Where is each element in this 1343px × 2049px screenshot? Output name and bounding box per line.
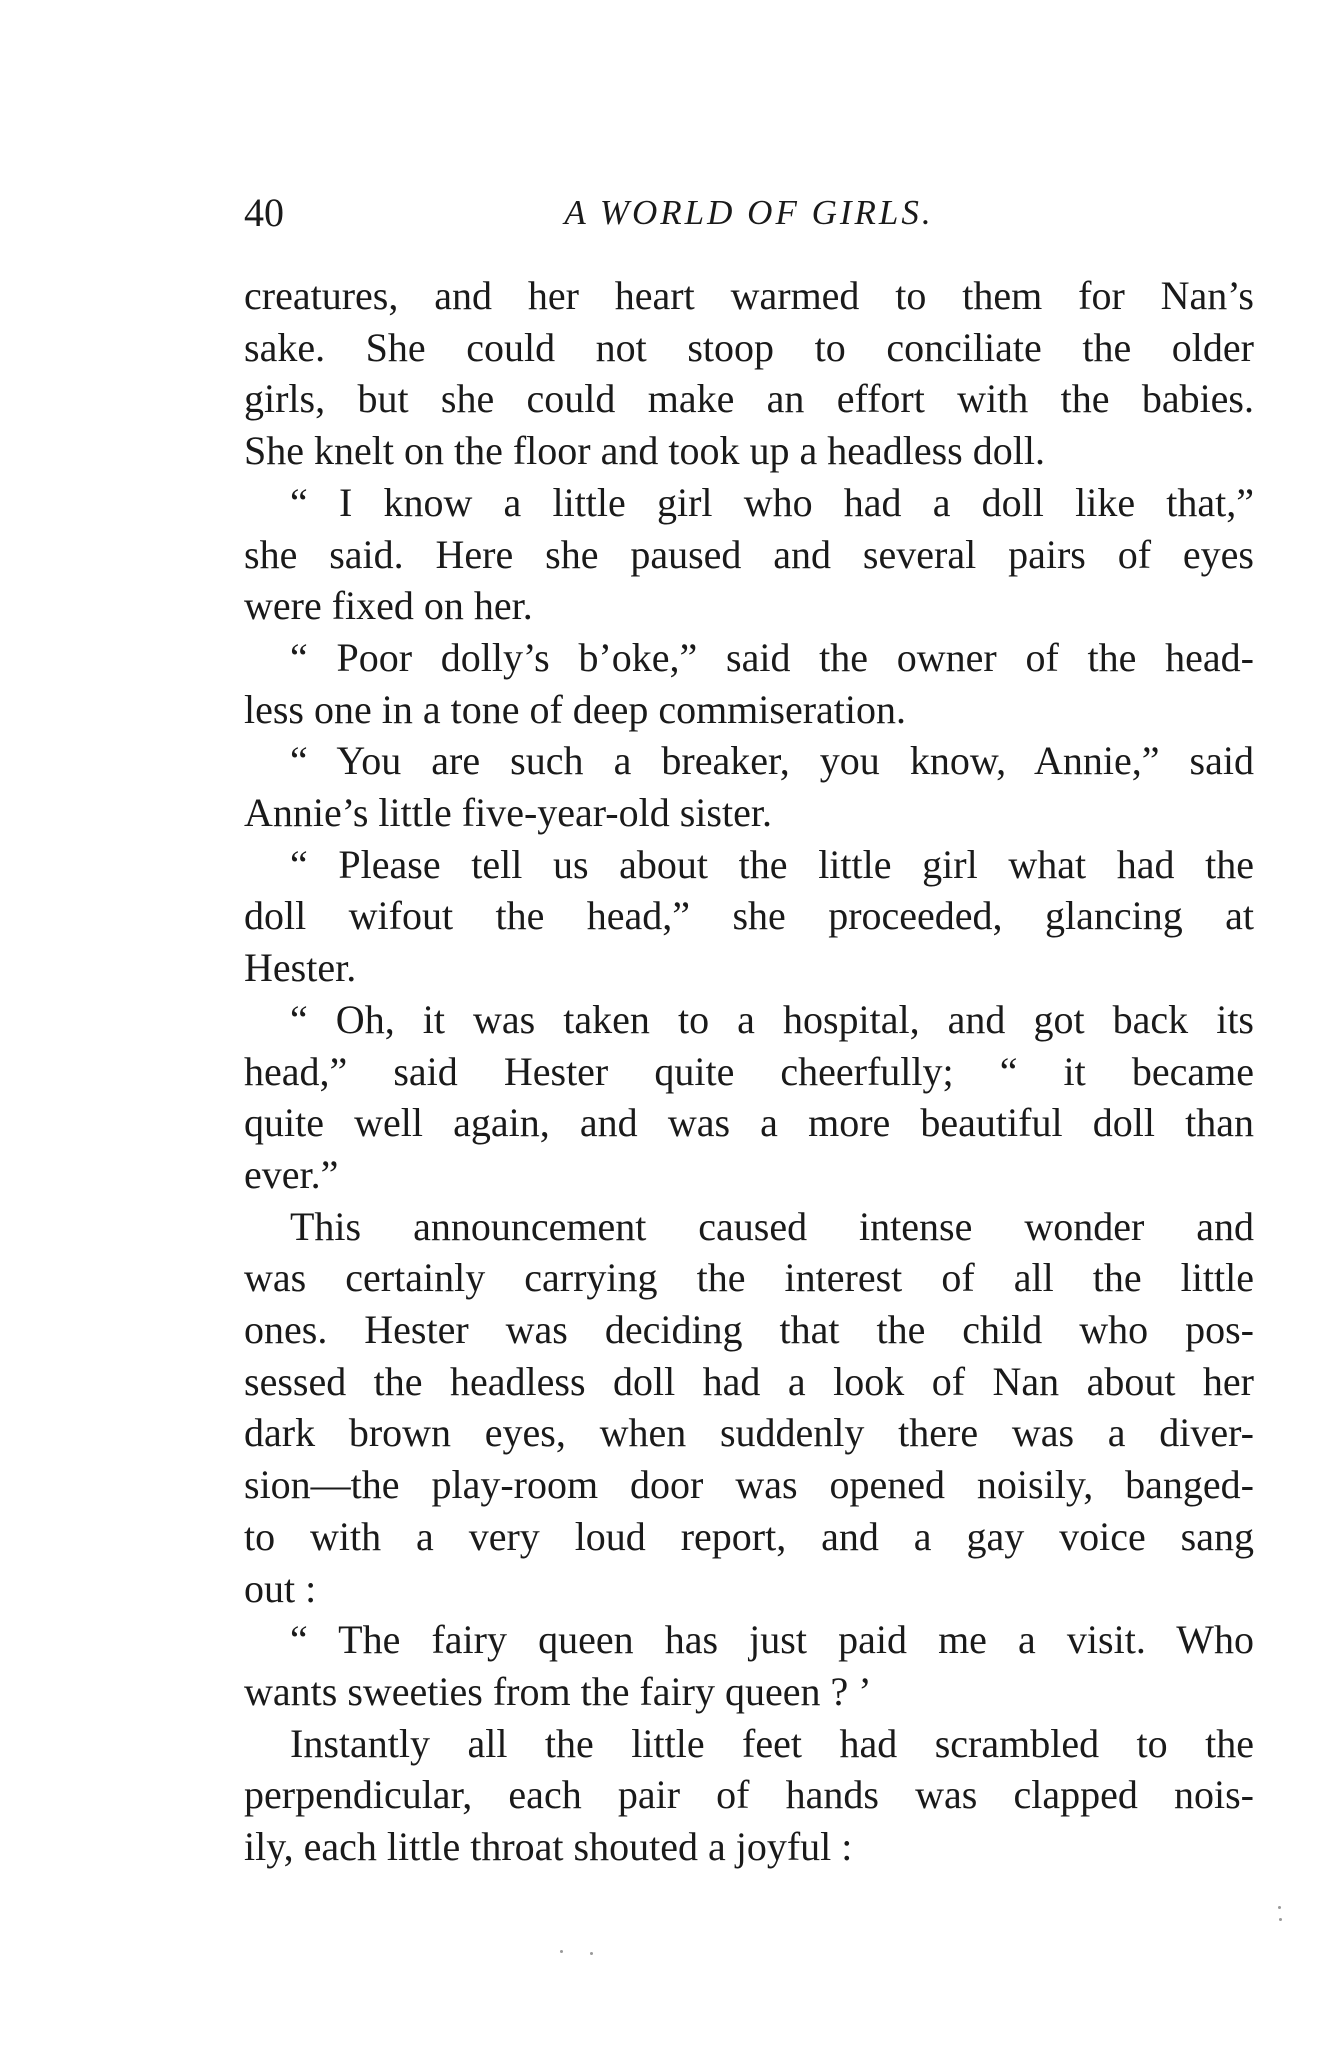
text-line: “ Oh, it was taken to a hospital, and got back its — [290, 996, 1254, 1042]
text-line: Instantly all the little feet had scrambled to the — [290, 1720, 1254, 1766]
text-line: dark brown eyes, when suddenly there was a diver- — [244, 1410, 1254, 1456]
page-header — [244, 188, 1254, 248]
text-line: “ Please tell us about the little girl what had the — [290, 841, 1254, 887]
running-title: A WORLD OF GIRLS. — [564, 193, 934, 232]
paragraph — [244, 735, 1254, 838]
text-line: were fixed on her. — [244, 583, 533, 629]
page-number: 40 — [244, 190, 284, 235]
text-line: ones. Hester was deciding that the child who pos- — [244, 1307, 1254, 1353]
text-line: was certainly carrying the interest of all the little — [244, 1255, 1254, 1301]
text-line: ever.” — [244, 1151, 339, 1197]
text-line: “ You are such a breaker, you know, Annie,” said — [290, 738, 1254, 784]
text-line: doll wifout the head,” she proceeded, glancing at — [244, 893, 1254, 939]
paragraph — [244, 1718, 1254, 1873]
text-line: girls, but she could make an effort with the babies. — [244, 376, 1254, 422]
paragraph — [244, 1614, 1254, 1717]
paragraph — [244, 839, 1254, 994]
text-line: sake. She could not stoop to conciliate the older — [244, 324, 1254, 370]
text-line: sessed the headless doll had a look of Nan about her — [244, 1358, 1254, 1404]
text-line: perpendicular, each pair of hands was clapped nois- — [244, 1772, 1254, 1818]
text-line: less one in a tone of deep commiseration. — [244, 686, 907, 732]
body-text — [244, 270, 1254, 1873]
paper-speck — [590, 1952, 593, 1955]
paragraph — [244, 632, 1254, 735]
text-line: wants sweeties from the fairy queen ? ’ — [244, 1668, 872, 1714]
text-line: creatures, and her heart warmed to them for Nan’s — [244, 273, 1254, 318]
text-line: to with a very loud report, and a gay voice sang — [244, 1513, 1254, 1559]
text-line: This announcement caused intense wonder and — [290, 1203, 1254, 1249]
text-line: out : — [244, 1565, 317, 1611]
text-line: Annie’s little five-year-old sister. — [244, 790, 772, 836]
text-line: She knelt on the floor and took up a headless doll. — [244, 428, 1045, 474]
text-line: head,” said Hester quite cheerfully; “ it became — [244, 1048, 1254, 1094]
text-line: “ Poor dolly’s b’oke,” said the owner of the head- — [290, 634, 1254, 680]
text-line: she said. Here she paused and several pairs of eyes — [244, 531, 1254, 577]
paragraph — [244, 477, 1254, 632]
paragraph — [244, 1201, 1254, 1615]
text-line: Hester. — [244, 945, 357, 991]
paragraph — [244, 994, 1254, 1201]
paragraph — [244, 270, 1254, 477]
text-line: quite well again, and was a more beautiful doll than — [244, 1100, 1254, 1146]
paper-speck — [560, 1950, 563, 1953]
text-line: sion—the play-room door was opened noisily, banged- — [244, 1462, 1254, 1508]
paper-speck — [1279, 1918, 1282, 1921]
paper-speck — [1278, 1906, 1281, 1909]
text-line: ily, each little throat shouted a joyful : — [244, 1824, 853, 1870]
text-line: “ The fairy queen has just paid me a visit. Who — [290, 1617, 1254, 1663]
text-line: “ I know a little girl who had a doll like that,” — [290, 479, 1254, 525]
